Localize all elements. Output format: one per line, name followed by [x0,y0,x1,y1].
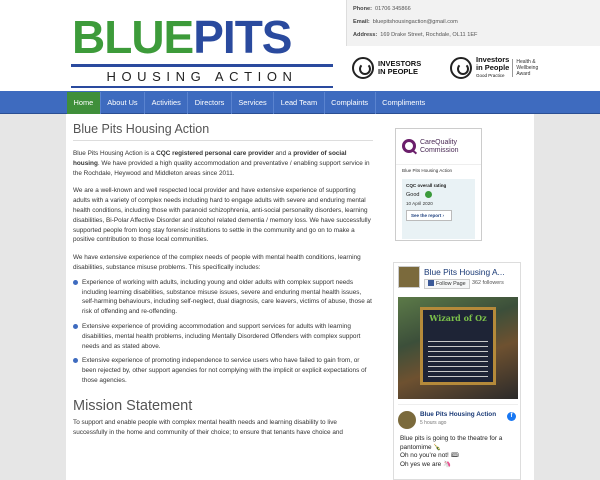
address-label: Address: [353,32,378,38]
nav-services[interactable]: Services [232,92,274,114]
fb-post-line: Oh no you're not! 🎟 [400,452,459,460]
email-label: Email: [353,19,370,25]
nav-compliments[interactable]: Compliments [382,98,426,107]
intro-text-2: and a [273,150,294,157]
cqc-rating-widget [395,128,482,241]
logo-wordmark [72,11,291,63]
experience-paragraph: We are a well-known and well respected local provider and have extensive experience of supporting adults with a variety of complex needs including hard to engage adults with severe and enduring mental health conditions, including those with paranoid schizophrenia, anti-social personality disorders, learning disabilities, Bi-Polar Affective Disorder and alcohol related dementia / memory loss. We have successfully supported people from long stay forensic institutions to settle in the community and go on to make a positive contribution to those local communities. [73,187,371,244]
main-nav [0,91,600,114]
cqc-logo-icon [402,139,416,153]
phone-label: Phone: [353,6,372,12]
logo-rule-top [71,64,333,67]
bullet-icon [73,324,78,329]
fb-post-text [400,435,516,469]
facebook-logo-icon: f [507,412,516,421]
fb-post-line: Oh yes we are 🦄 [400,460,451,468]
content-panel [66,114,534,480]
cqc-rating-label: CQC overall rating [406,183,447,188]
complex-needs-paragraph: We have extensive experience of the complex needs of people with mental health conditions, learning disabilities, substance misuse problems. This specifically includes: [73,254,361,271]
intro-bold-2: provider of social housing [73,150,347,167]
list-item [73,356,373,385]
nav-home[interactable]: Home [67,92,101,114]
nav-complaints[interactable]: Complaints [325,92,376,114]
title-divider [73,140,373,141]
main-content [73,122,373,437]
fb-post-line: Blue pits is going to the theatre for a pantomime 🍾 [400,435,503,451]
fb-post-author[interactable]: Blue Pits Housing Action [420,411,497,418]
poster-title: Wizard of Oz [429,313,487,323]
fb-post-time[interactable]: 5 hours ago [420,420,447,426]
sidebar [393,128,525,480]
email-link[interactable]: bluepitshousingaction@gmail.com [372,19,458,25]
badge-2-title-2: in People [476,63,510,72]
bullet-icon [73,280,78,285]
fb-cover-image[interactable] [398,297,518,399]
fb-page-name[interactable]: Blue Pits Housing A... [424,267,505,277]
facebook-icon [428,280,434,286]
list-item-text: Experience of working with adults, including young and older adults with complex support needs including learning disabilities, substance misuse issues, severe and enduring mental health issues, self-harming behaviours, including self-neglect, dual diagnosis, care leavers, victims of abuse, those at risk of offending and re-offending. [82,278,372,316]
badge-2-title: Investors [476,55,510,64]
logo-subtitle: HOUSING ACTION [106,69,298,84]
intro-paragraph [73,149,373,178]
mission-paragraph: To support and enable people with complex mental health needs and learning disability to live successfully in the home and community of their choice; to ensure that tenants have choice and [73,418,343,436]
logo-word-blue: BLUE [72,11,194,63]
see-report-button[interactable]: See the report › [406,210,452,221]
contact-email [353,19,458,25]
site-logo[interactable] [71,13,333,85]
investors-in-people-icon [352,57,374,79]
intro-text-1: Blue Pits Housing Action is a [73,150,157,157]
phone-value[interactable]: 01706 345866 [374,6,411,12]
site-header [0,0,600,91]
nav-directors[interactable]: Directors [188,92,232,114]
follow-page-button[interactable] [424,279,470,289]
bullet-icon [73,358,78,363]
cqc-name-1: CareQuality [420,139,457,146]
nav-activities[interactable]: Activities [145,92,188,114]
list-item-text: Extensive experience of providing accommodation and support services for adults with learning disabilities, mental health problems, including Mentally Disordered Offenders with complex support needs and as stated above. [82,322,361,350]
investors-in-people-wellbeing-badge [450,56,550,80]
rating-good-dot-icon [425,191,432,198]
list-item [73,322,373,351]
fb-page-header [394,263,520,293]
fb-post [398,404,518,468]
intro-bold-1: CQC registered personal care provider [156,150,274,157]
logo-word-pits: PITS [193,11,292,63]
investors-in-people-badge [352,56,421,80]
cqc-rating-card [402,179,475,239]
badge-1-title: INVESTORS [378,59,422,68]
list-item-text: Extensive experience of promoting independence to service users who have failed to gain from, or been rejected by, other support agencies for not complying with the implicit or explicit expectations of those agencies. [82,357,367,384]
page-title: Blue Pits Housing Action [73,122,210,136]
badge-2-side: Health & Wellbeing Award [512,59,550,77]
cqc-rating-value: Good [406,191,420,198]
address-value: 169 Drake Street, Rochdale, OL11 1EF [380,32,478,38]
fb-post-avatar[interactable] [398,411,416,429]
cqc-org-name: Blue Pits Housing Action [402,168,453,173]
badge-2-small: Good Practice [476,73,505,78]
intro-text-3: . We have provided a high quality accommodation and preventative / enabling support service in the Rochdale, Heywood and Middleton areas since 2011. [73,159,370,177]
fb-page-avatar[interactable] [398,266,420,288]
facebook-page-widget [393,262,521,480]
cqc-header [396,129,481,165]
experience-list [73,278,373,386]
list-item [73,278,373,317]
fb-follower-count: 362 followers [472,280,504,286]
contact-phone [353,6,411,12]
badge-1-title-2: IN PEOPLE [378,67,419,76]
nav-lead-team[interactable]: Lead Team [274,92,324,114]
investors-in-people-wellbeing-icon [450,57,472,79]
nav-about-us[interactable]: About Us [101,92,145,114]
poster-text-lines [428,337,488,377]
contact-address [353,32,477,38]
follow-page-label: Follow Page [436,281,466,287]
cqc-rating-date: 10 April 2020 [406,201,433,206]
logo-rule-bottom [71,86,333,88]
cqc-rating-row [406,191,471,198]
contact-box [346,0,600,46]
cqc-name-2: Commission [420,146,459,154]
mission-title: Mission Statement [73,397,193,414]
